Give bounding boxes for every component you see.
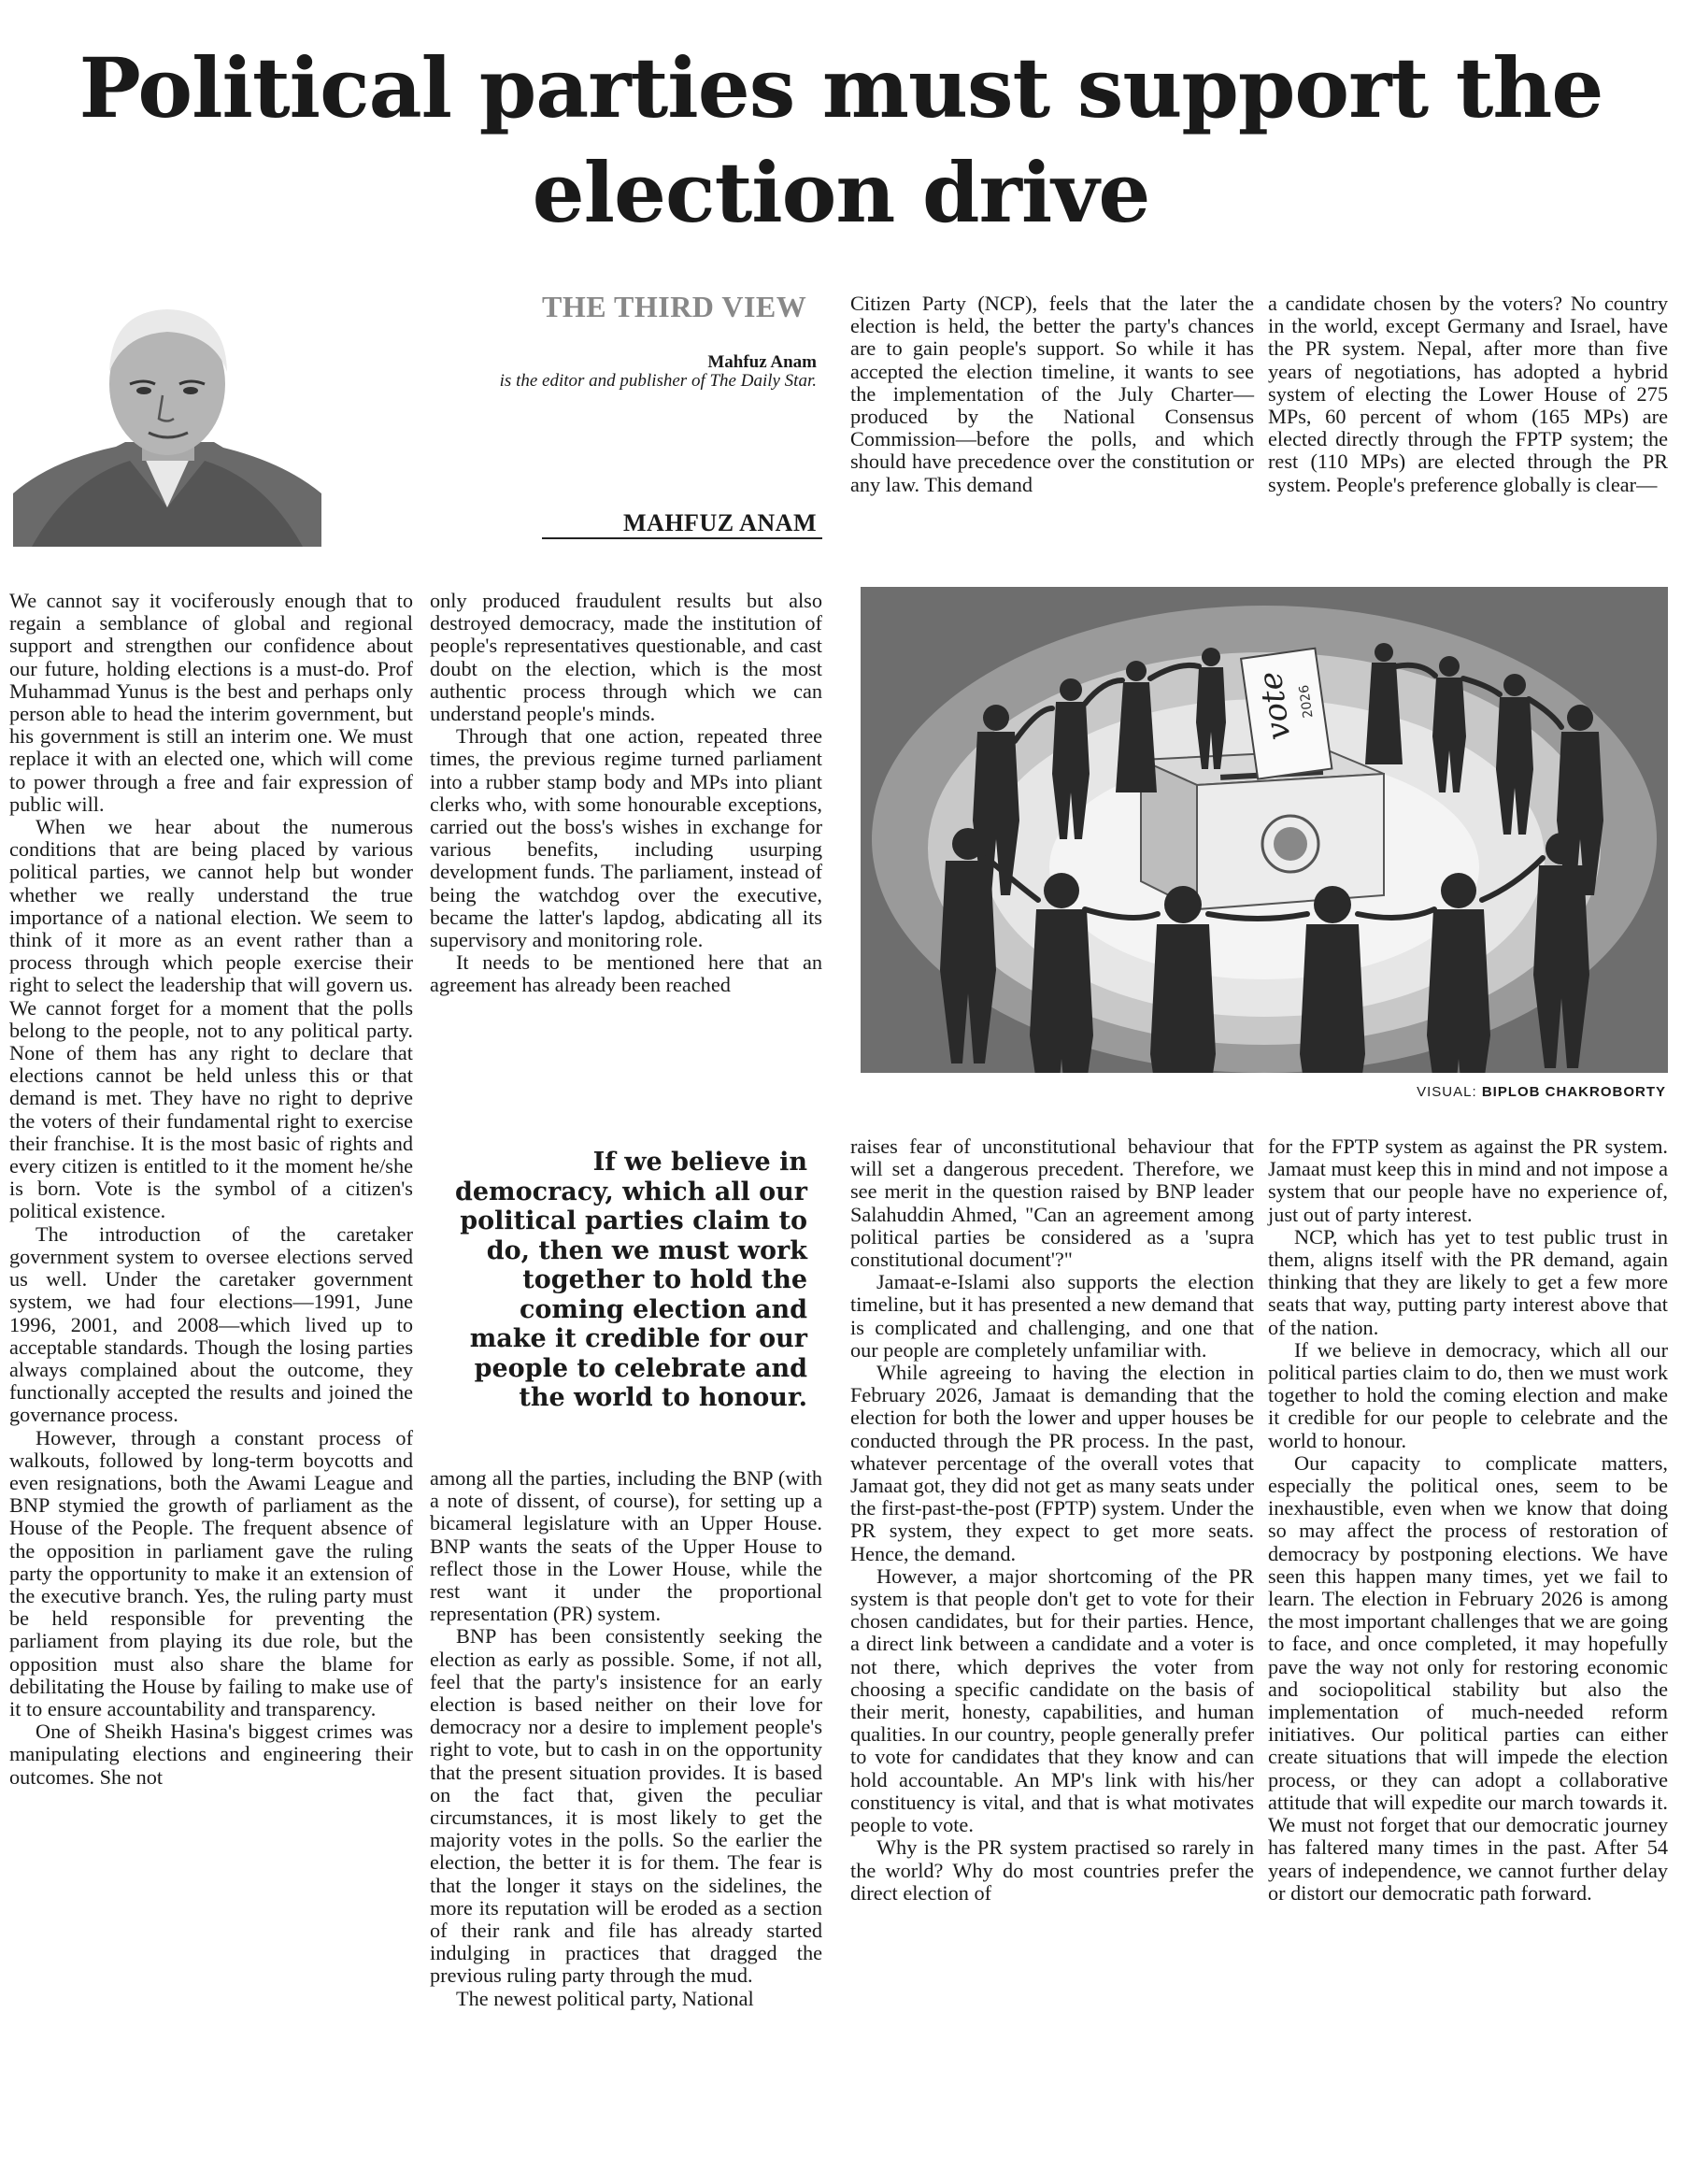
column-4-bottom <box>1268 1135 1668 1905</box>
column-3-top <box>850 293 1254 496</box>
author-bio: is the editor and publisher of The Daily Star. <box>499 371 817 391</box>
paragraph: Through that one action, repeated three times, the previous regime turned parliament into a rubber stamp body and MPs into pliant clerks who, with some honourable exceptions, carried out the boss's wishes in exchange for various benefits, including usurping development funds. The parliament, instead of being the watchdog over the executive, became the latter's lapdog, abdicating all its supervisory and monitoring role. <box>430 724 822 952</box>
paragraph: a candidate chosen by the voters? No country in the world, except Germany and Israel, have the PR system. Nepal, after more than five years of negotiations, has adopted a hybrid system of electing the Lower House of 275 MPs, 60 percent of whom (165 MPs) are elected directly through the FPTP system; the rest (110 MPs) are elected through the PR system. People's preference globally is clear— <box>1268 292 1668 496</box>
ballot-text: vote <box>1251 669 1299 743</box>
ballot-year: 2026 <box>1296 683 1317 720</box>
paragraph: Jamaat-e-Islami also supports the election timeline, but it has presented a new demand that is complicated and challenging, and one that our people are completely unfamiliar with. <box>850 1270 1254 1362</box>
paragraph: The introduction of the caretaker government system to oversee elections served us well. Under the caretaker government system, we had four elections—1991, June 1996, 2001, and 2008—which lived up to acceptable standards. Though the losing parties always complained about the outcome, they functionally accepted the results and joined the governance process. <box>9 1221 413 1427</box>
author-name: Mahfuz Anam <box>707 352 817 372</box>
paragraph: If we believe in democracy, which all our political parties claim to do, then we must work together to hold the coming election and make it credible for our people to celebrate and the world to honour. <box>1268 1337 1668 1452</box>
paragraph: raises fear of unconstitutional behaviour that will set a dangerous precedent. Therefore, we see merit in the question raised by BNP leader Salahuddin Ahmed, "Can an agreement among political parties be considered as a 'supra constitutional document'?" <box>850 1135 1254 1272</box>
paragraph: The newest political party, National <box>456 1986 754 2010</box>
byline: MAHFUZ ANAM <box>623 509 817 536</box>
headline: Political parties must support the election drive <box>78 39 1603 241</box>
paragraph: We cannot say it vociferously enough that to regain a semblance of global and regional support and strengthen our confidence about our future, holding elections is a must-do. Prof Muhammad Yunus is the best and perhaps only person able to head the interim government, but his government is still an interim one. We must replace it with an elected one, which will come to power through a free and fair expression of public will. <box>9 589 413 816</box>
credit-label: VISUAL: <box>1417 1084 1477 1100</box>
column-2-top <box>430 590 822 997</box>
election-illustration <box>861 587 1668 1073</box>
byline-rule <box>542 537 822 539</box>
paragraph: However, through a constant process of walkouts, followed by long-term boycotts and even resignations, both the Awami League and BNP stymied the growth of parliament as the House of the People. The frequent absence of the opposition in parliament gave the ruling party the opportunity to make it an extension of the executive branch. Yes, the ruling party must be held responsible for preventing the parliament from playing its due role, but the opposition must also share the blame for debilitating the House by failing to make use of it to ensure accountability and transparency. <box>9 1425 413 1720</box>
column-1 <box>9 590 413 1789</box>
author-photo <box>13 293 321 547</box>
paragraph: Citizen Party (NCP), feels that the later the election is held, the better the party's chances are to gain people's support. So while it has accepted the election timeline, it wants to see the implementation of the July Charter—produced by the National Consensus Commission—before the polls, and which should have precedence over the constitution or any law. This demand <box>850 292 1254 496</box>
paragraph: Our capacity to complicate matters, especially the political ones, seem to be inexhaustible, even when we know that doing so may affect the process of restoration of democracy by postponing elections. We have seen this happen many times, yet we fail to learn. The election in February 2026 is among the most important challenges that we are going to face, and once completed, it may hopefully pave the way not only for restoring economic and sociopolitical stability but also the implementation of much-needed reform initiatives. Our political parties can either create situations that will impede the election process, or they can adopt a collaborative attitude that will expedite our march towards it. We must not forget that our democratic journey has faltered many times in the past. After 54 years of independence, we cannot further delay or distort our democratic path forward. <box>1268 1450 1668 1905</box>
column-4-top <box>1268 293 1668 496</box>
ballot-paper <box>1241 649 1332 779</box>
pull-quote: If we believe in democracy, which all our political parties claim to do, then we must work together to hold the coming election and make it credible for our people to celebrate and the world to honour. <box>454 1148 807 1412</box>
paragraph: for the FPTP system as against the PR system. Jamaat must keep this in mind and not impose a system that our people have no experience of, just out of party interest. <box>1268 1135 1668 1226</box>
paragraph: However, a major shortcoming of the PR system is that people don't get to vote for their chosen candidates, but for their parties. Hence, a direct link between a candidate and a voter is not there, which deprives the voter from choosing a specific candidate on the basis of their merit, honesty, capabilities, and human qualities. In our country, people generally prefer to vote for candidates that they know and can hold accountable. An MP's link with his/her constituency is vital, and that is what motivates people to vote. <box>850 1563 1254 1837</box>
paragraph: When we hear about the numerous conditions that are being placed by various political parties, we cannot help but wonder whether we really understand the true importance of a national election. We seem to think of it more as an event rather than a process through which people exercise their right to select the leadership that will govern us. We cannot forget for a moment that the polls belong to the people, not to any political party. None of them has any right to declare that elections cannot be held unless this or that demand is met. They have no right to deprive the voters of their fundamental right to exercise their franchise. It is the most basic of rights and every citizen is entitled to it the moment he/she is born. Vote is the symbol of a citizen's political existence. <box>9 815 413 1223</box>
paragraph: only produced fraudulent results but also destroyed democracy, made the institution of people's representatives questionable, and cast doubt on the election, which is the most authentic process through which we can understand people's minds. <box>430 589 822 726</box>
credit-name: BIPLOB CHAKROBORTY <box>1481 1084 1666 1100</box>
column-2-bottom <box>430 1467 822 2010</box>
paragraph: BNP has been consistently seeking the election as early as possible. Some, if not all, feel that the party's insistence for an early election is based neither on their love for democracy nor a desire to implement people's right to vote, but to cash in on the opportunity that the present situation provides. It is based on the fact that, given the peculiar circumstances, it is most likely to get the majority votes in the polls. So the earlier the election, the better it is for them. The fear is that the longer it stays on the sidelines, the more its reputation will be eroded as a section of their rank and file has already started indulging in practices that dragged the previous ruling party through the mud. <box>430 1624 822 1988</box>
paragraph: While agreeing to having the election in February 2026, Jamaat is demanding that the election for both the lower and upper houses be conducted through the PR process. In the past, whatever percentage of the overall votes that Jamaat got, they did not get as many seats under the first-past-the-post (FPTP) system. Under the PR system, they expect to get more seats. Hence, the demand. <box>850 1361 1254 1565</box>
column-label: THE THIRD VIEW <box>542 290 807 323</box>
paragraph: NCP, which has yet to test public trust in them, aligns itself with the PR demand, again thinking that they are likely to get a few more seats that way, putting party interest above that of the nation. <box>1268 1224 1668 1339</box>
paragraph: One of Sheikh Hasina's biggest crimes was manipulating elections and engineering their outcomes. She not <box>9 1720 413 1789</box>
illustration-credit <box>1417 1084 1666 1100</box>
column-3-bottom <box>850 1135 1254 1905</box>
paragraph: Why is the PR system practised so rarely in the world? Why do most countries prefer the direct election of <box>850 1835 1254 1905</box>
paragraph: It needs to be mentioned here that an agreement has already been reached <box>430 950 822 997</box>
paragraph: among all the parties, including the BNP (with a note of dissent, of course), for setting up a bicameral legislature with an Upper House. BNP wants the seats of the Upper House to reflect those in the Lower House, while the rest want it under the proportional representation (PR) system. <box>430 1466 822 1626</box>
